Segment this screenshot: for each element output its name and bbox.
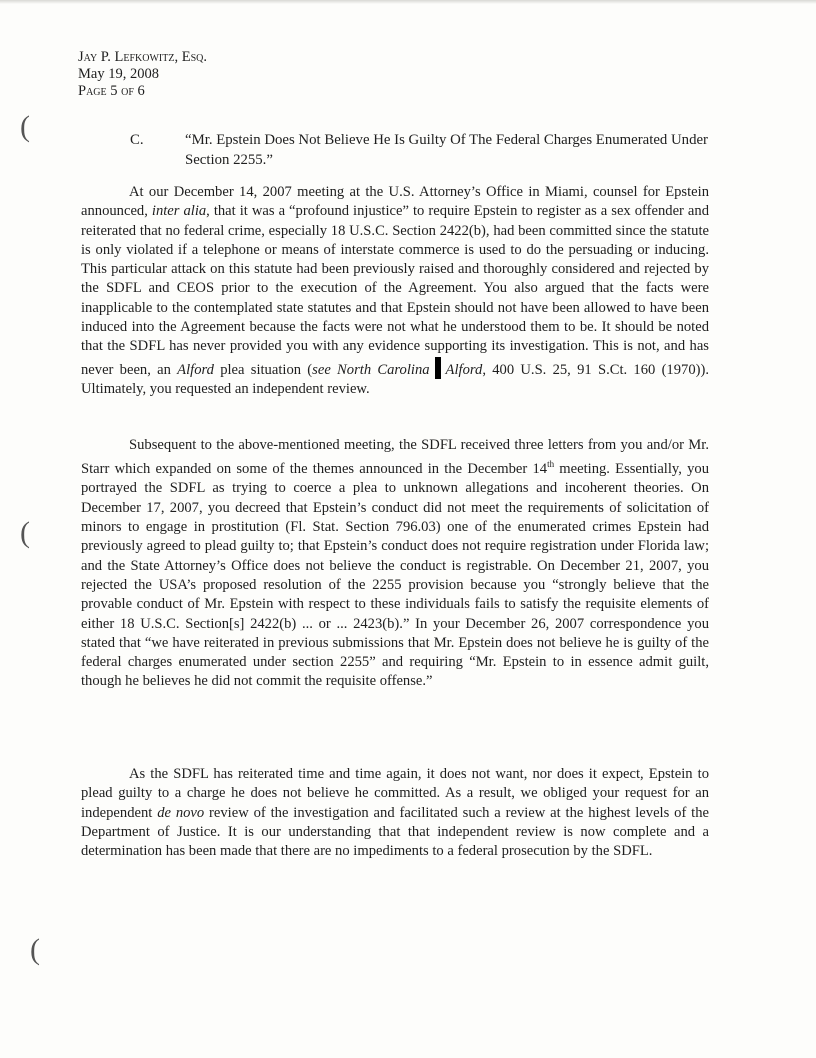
text-run: meeting. Essentially, you portrayed the SDFL as trying to coerce a plea to unknown allegations and incoherent theories. On December 17, 2007, you decreed that Epstein’s conduct did not meet the requirements of solicitation of minors to engage in prostitution (Fl. Stat. Section 796.03) one of the enumerated crimes Epstein had previously agreed to plead guilty to; that Epstein’s conduct does not require registration under Florida law; and the State Attorney’s Office does not believe the conduct is registrable. On December 21, 2007, you rejected the USA’s proposed resolution of the 2255 provision because you “strongly believe that the provable conduct of Mr. Epstein with respect to these individuals fails to satisfy the requisite elements of either 18 U.S.C. Section[s] 2422(b) ... or ... 2423(b).” In your December 26, 2007 correspondence you stated that “we have reiterated in previous submissions that Mr. Epstein does not believe he is guilty of the federal charges enumerated under section 2255” and requiring “Mr. Epstein to in essence admit guilt, though he believes he did not commit the requisite offense.” xyxy=(81,461,709,690)
margin-paren-mark: ( xyxy=(30,933,40,966)
paragraph-1 xyxy=(81,183,709,399)
text-run: , that it was a “profound injustice” to require Epstein to register as a sex offender and reiterated that no federal crime, especially 18 U.S.C. Section 2422(b), had been committed since the statute is only violated if a telephone or means of interstate commerce is used to do the persuading or inducing. This particular attack on this statute had been previously raised and thoroughly considered and rejected by the SDFL and CEOS prior to the execution of the Agreement. You also argued that the facts were inapplicable to the contemplated state statutes and that Epstein should not have been allowed to have been induced into the Agreement because the facts were not what he understood them to be. It should be noted that the SDFL has never provided you with any evidence supporting its investigation. This is not, and has never been, an xyxy=(81,203,709,378)
text-run: review of the investigation and facilitated such a review at the highest levels of the Department of Justice. It is our understanding that that independent review is now complete and a determination has been made that there are no impediments to a federal prosecution by the SDFL. xyxy=(81,804,709,860)
section-heading xyxy=(130,130,710,170)
text-run: plea situation ( xyxy=(213,361,313,378)
section-letter: C. xyxy=(130,132,144,148)
text-run: , 400 U.S. 25, 91 S.Ct. 160 (1970)). Ultimately, you requested an independent review. xyxy=(81,361,709,397)
redaction-bar xyxy=(435,357,441,379)
margin-paren-mark: ( xyxy=(20,110,30,143)
addressee: Jay P. Lefkowitz, Esq. xyxy=(78,49,207,65)
text-run: Alford xyxy=(445,361,483,378)
scan-edge xyxy=(0,0,816,4)
letter-header xyxy=(78,49,207,100)
superscript: th xyxy=(547,459,555,470)
letter-date: May 19, 2008 xyxy=(78,66,159,82)
paragraph-3 xyxy=(81,765,709,861)
text-run: As the SDFL has reiterated time and time again, it does not want, nor does it expect, Epstein to plead guilty to a charge he does not believe he committed. As a result, we obliged your request for an independent xyxy=(81,766,709,821)
margin-paren-mark: ( xyxy=(20,516,30,549)
text-run: Alford xyxy=(177,361,214,378)
text-run: de novo xyxy=(157,804,205,821)
text-run: see North Carolina xyxy=(312,361,430,378)
text-run: At our December 14, 2007 meeting at the U.S. Attorney’s Office in Miami, counsel for Epstein announced, xyxy=(81,184,709,220)
page-number: Page 5 of 6 xyxy=(78,83,145,99)
section-title: “Mr. Epstein Does Not Believe He Is Guilty Of The Federal Charges Enumerated Under Section 2255.” xyxy=(185,132,708,168)
paragraph-2 xyxy=(81,436,709,692)
text-run: inter alia xyxy=(151,203,207,220)
text-run: Subsequent to the above-mentioned meeting, the SDFL received three letters from you and/or Mr. Starr which expanded on some of the themes announced in the December 14 xyxy=(81,437,709,478)
